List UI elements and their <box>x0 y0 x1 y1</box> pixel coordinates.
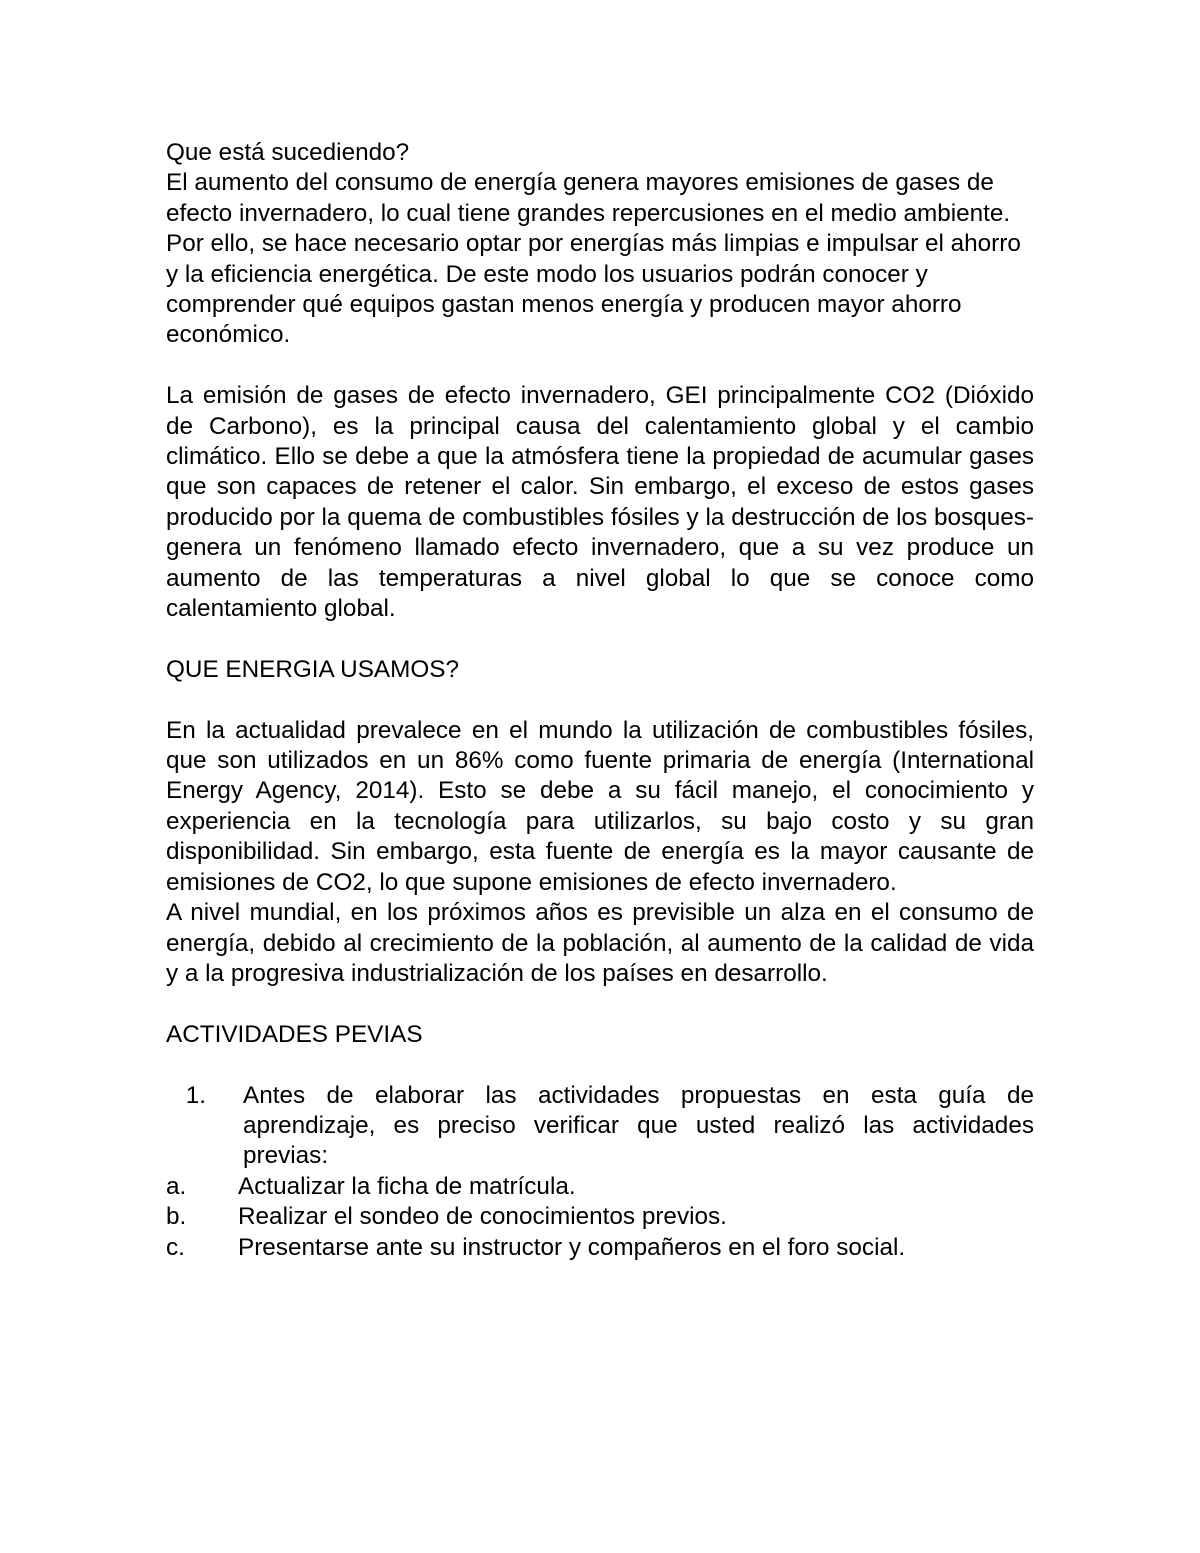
document-page <box>166 138 1034 1263</box>
intro-heading: Que está sucediendo? <box>166 139 410 166</box>
list-item-text: Realizar el sondeo de conocimientos previos. <box>238 1203 727 1231</box>
paragraph-gap <box>166 351 1034 381</box>
list-item-text: Actualizar la ficha de matrícula. <box>238 1172 576 1200</box>
energy-paragraph-1: En la actualidad prevalece en el mundo la utilización de combustibles fósiles, que son utilizados en un 86% como fuente primaria de energía (International Energy Agency, 2014). Esto se debe a su fácil manejo, el conocimiento y experiencia en la tecnología para utilizarlos, su bajo costo y su gran disponibilidad. Sin embargo, esta fuente de energía es la mayor causante de emisiones de CO2, lo que supone emisiones de efecto invernadero. <box>166 716 1034 896</box>
gei-paragraph: La emisión de gases de efecto invernadero, GEI principalmente CO2 (Dióxido de Carbono), es la principal causa del calentamiento global y el cambio climático. Ello se debe a que la atmósfera tiene la propiedad de acumular gases que son capaces de retener el calor. Sin embargo, el exceso de estos gases producido por la quema de combustibles fósiles y la destrucción de los bosques- genera un fenómeno llamado efecto invernadero, que a su vez produce un aumento de las temperaturas a nivel global lo que se conoce como calentamiento global. <box>166 382 1034 623</box>
energy-paragraph-2: A nivel mundial, en los próximos años es previsible un alza en el consumo de energía, debido al crecimiento de la población, al aumento de la calidad de vida y a la progresiva industrialización de los países en desarrollo. <box>166 899 1034 987</box>
numbered-list-item <box>166 1081 1034 1172</box>
activities-heading: ACTIVIDADES PEVIAS <box>166 1020 423 1048</box>
sub-list-item <box>166 1172 1034 1202</box>
intro-paragraph: El aumento del consumo de energía genera mayores emisiones de gases de efecto invernadero, lo cual tiene grandes repercusiones en el medio ambiente. Por ello, se hace necesario optar por energías más limpias e impulsar el ahorro y la eficiencia energética. De este modo los usuarios podrán conocer y comprender qué equipos gastan menos energía y producen mayor ahorro económico. <box>166 169 1021 349</box>
list-marker: 1. <box>185 1081 206 1109</box>
sub-list-item <box>166 1202 1034 1232</box>
sub-list-item <box>166 1233 1034 1263</box>
list-marker: a. <box>166 1172 187 1200</box>
paragraph-gap <box>166 1050 1034 1080</box>
list-item-text: Presentarse ante su instructor y compañeros en el foro social. <box>238 1233 906 1261</box>
paragraph-gap <box>166 624 1034 654</box>
paragraph-gap <box>166 685 1034 715</box>
list-marker: c. <box>166 1233 185 1261</box>
list-marker: b. <box>166 1203 187 1231</box>
paragraph-gap <box>166 989 1034 1019</box>
list-item-text: Antes de elaborar las actividades propuestas en esta guía de aprendizaje, es preciso verificar que usted realizó las actividades previas: <box>243 1081 1034 1170</box>
energy-heading: QUE ENERGIA USAMOS? <box>166 655 459 683</box>
